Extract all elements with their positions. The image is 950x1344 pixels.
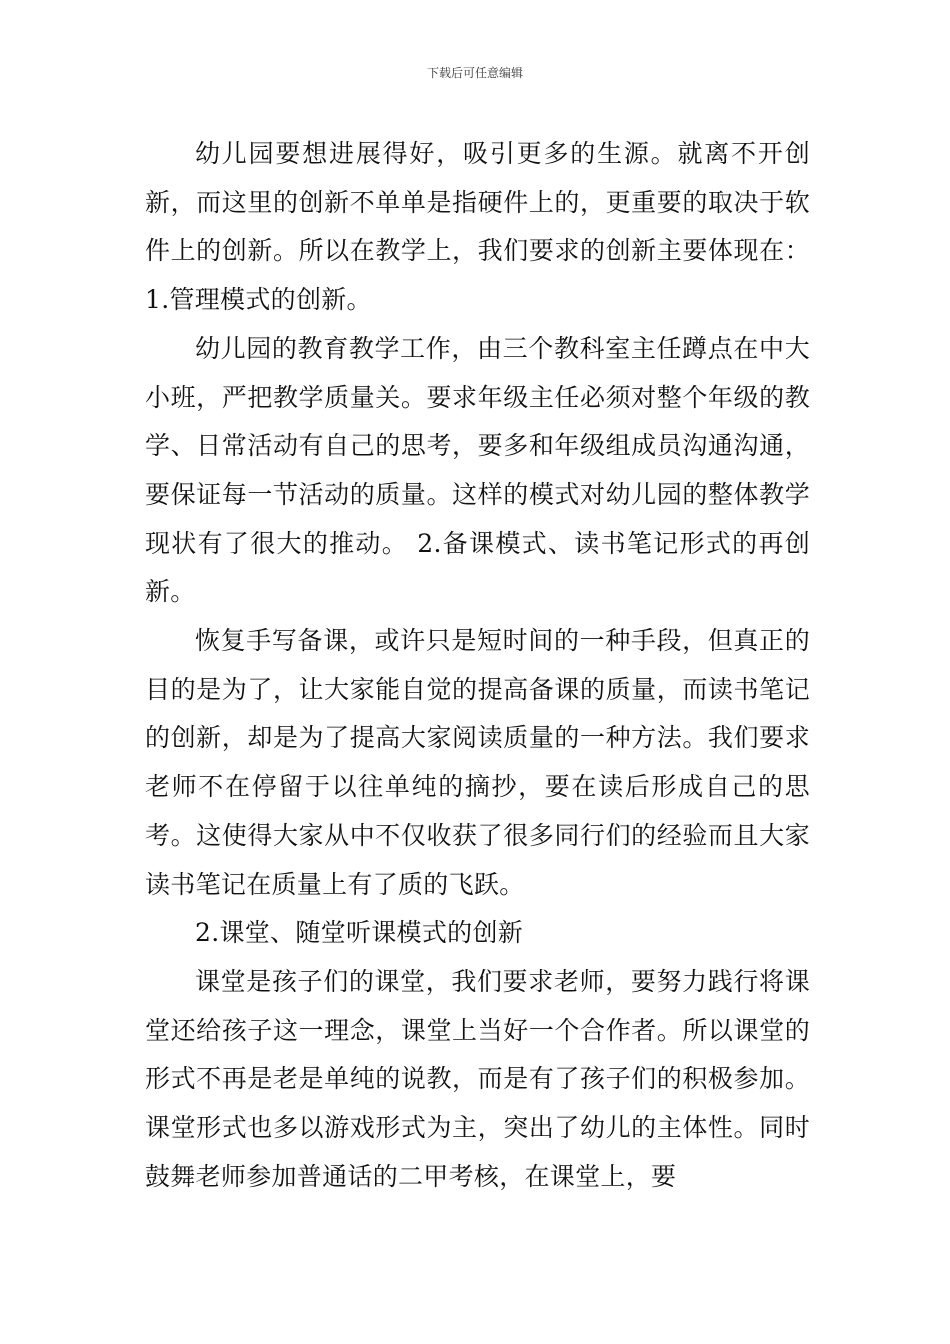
paragraph-3: 恢复手写备课，或许只是短时间的一种手段，但真正的目的是为了，让大家能自觉的提高备课的质量，而读书笔记的创新，却是为了提高大家阅读质量的一种方法。我们要求老师不在停留于以往单纯的摘抄，要在读后形成自己的思考。这使得大家从中不仅收获了很多同行们的经验而且大家读书笔记在质量上有了质的飞跃。 — [145, 626, 810, 899]
document-body — [145, 130, 810, 1201]
paragraph-4: 2.课堂、随堂听课模式的创新 — [195, 918, 524, 948]
paragraph-5: 课堂是孩子们的课堂，我们要求老师，要努力践行将课堂还给孩子这一理念，课堂上当好一个合作者。所以课堂的形式不再是老是单纯的说教，而是有了孩子们的积极参加。课堂形式也多以游戏形式为主，突出了幼儿的主体性。同时鼓舞老师参加普通话的二甲考核，在课堂上，要 — [145, 966, 810, 1191]
paragraph-1: 幼儿园要想进展得好，吸引更多的生源。就离不开创新，而这里的创新不单单是指硬件上的，更重要的取决于软件上的创新。所以在教学上，我们要求的创新主要体现在： 1.管理模式的创新。 — [145, 139, 810, 315]
page-header: 下载后可任意编辑 — [426, 66, 523, 80]
paragraph-2: 幼儿园的教育教学工作，由三个教科室主任蹲点在中大小班，严把教学质量关。要求年级主任必须对整个年级的教学、日常活动有自己的思考，要多和年级组成员沟通沟通，要保证每一节活动的质量。这样的模式对幼儿园的整体教学现状有了很大的推动。 2.备课模式、读书笔记形式的再创新。 — [145, 333, 810, 607]
